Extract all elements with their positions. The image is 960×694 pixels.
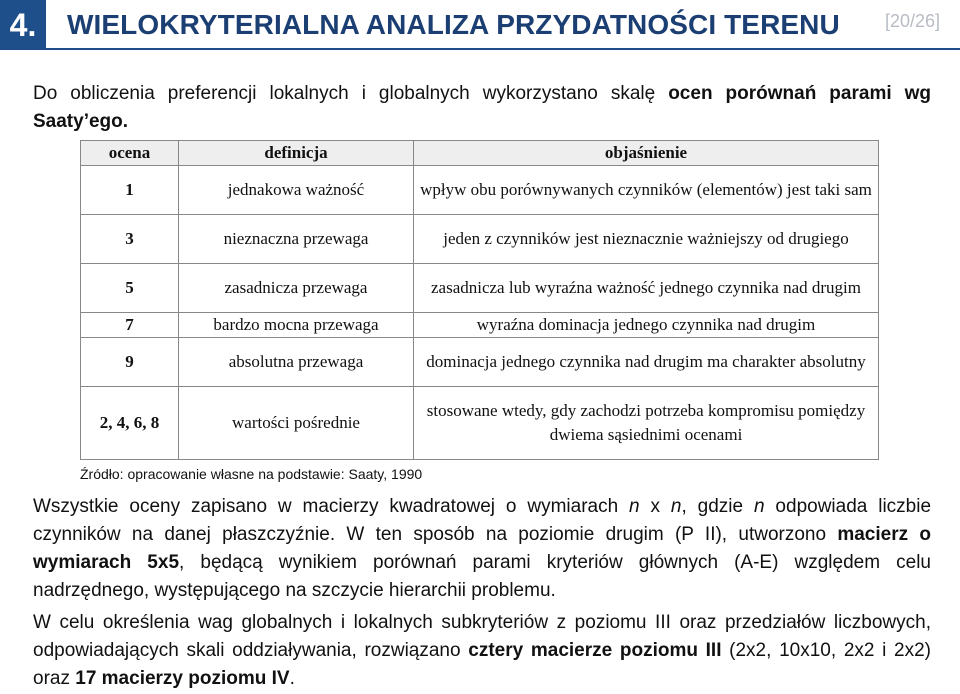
body-paragraph-1 (33, 493, 931, 605)
body1-text: , będącą wynikiem porównań parami kryteriów głównych (A-E) względem celu nadrzędnego, występującego na szczycie hierarchii problemu. (33, 552, 931, 601)
row-explanation: stosowane wtedy, gdy zachodzi potrzeba kompromisu pomiędzy dwiema sąsiednimi ocenami (414, 387, 879, 460)
body2-bold: 17 macierzy poziomu IV (75, 668, 290, 689)
body1-text: odpowiada liczbie czynników na danej płaszczyźnie. W ten sposób na poziomie drugim (P II), utworzono (33, 496, 932, 545)
body2-text: (2x2, 10x10, 2x2 i 2x2) oraz (33, 640, 931, 689)
table-source-note: Źródło: opracowanie własne na podstawie: Saaty, 1990 (80, 466, 423, 482)
row-definition: zasadnicza przewaga (179, 264, 414, 313)
row-score: 5 (81, 264, 179, 313)
row-definition: wartości pośrednie (179, 387, 414, 460)
table-row (81, 215, 879, 264)
row-explanation: zasadnicza lub wyraźna ważność jednego czynnika nad drugim (414, 264, 879, 313)
page-counter: [20/26] (884, 11, 940, 31)
row-explanation: wpływ obu porównywanych czynników (elementów) jest taki sam (414, 166, 879, 215)
row-definition: nieznaczna przewaga (179, 215, 414, 264)
body1-text: Wszystkie oceny zapisano w macierzy kwadratowej o wymiarach (33, 496, 630, 517)
intro-bold: ocen porównań parami wg Saaty’ego. (33, 83, 931, 132)
table-row (81, 313, 879, 338)
row-score: 1 (81, 166, 179, 215)
row-score: 2, 4, 6, 8 (81, 387, 179, 460)
row-score: 7 (81, 313, 179, 338)
row-definition: jednakowa ważność (179, 166, 414, 215)
body2-bold: cztery macierze poziomu III (468, 640, 722, 661)
body1-var-n: n (629, 496, 640, 517)
header-divider (46, 48, 960, 50)
intro-text: Do obliczenia preferencji lokalnych i globalnych wykorzystano skalę (33, 83, 669, 104)
slide-title: WIELOKRYTERIALNA ANALIZA PRZYDATNOŚCI TERENU (67, 9, 840, 40)
intro-paragraph (33, 80, 931, 136)
row-explanation: jeden z czynników jest nieznacznie ważniejszy od drugiego (414, 215, 879, 264)
body2-text: W celu określenia wag globalnych i lokalnych subkryteriów z poziomu III oraz przedziałów liczbowych, odpowiadających skali oddziaływania, rozwiązano (33, 612, 931, 661)
row-explanation: dominacja jednego czynnika nad drugim ma charakter absolutny (414, 338, 879, 387)
row-score: 9 (81, 338, 179, 387)
body2-text: . (289, 668, 295, 689)
header-definition: definicja (179, 141, 414, 166)
slide-number: 4. (0, 0, 46, 50)
body1-text: x (639, 496, 671, 517)
header-explanation: objaśnienie (414, 141, 879, 166)
body-paragraph-2 (33, 609, 931, 693)
body1-var-n: n (753, 496, 765, 517)
header-score: ocena (81, 141, 179, 166)
row-score: 3 (81, 215, 179, 264)
body1-bold: macierz o wymiarach 5x5 (33, 524, 931, 573)
row-explanation: wyraźna dominacja jednego czynnika nad drugim (414, 313, 879, 338)
table-row (81, 387, 879, 460)
row-definition: absolutna przewaga (179, 338, 414, 387)
table-row (81, 264, 879, 313)
table-header-row (81, 141, 879, 166)
row-definition: bardzo mocna przewaga (179, 313, 414, 338)
body1-text: , gdzie (681, 496, 754, 517)
body1-var-n: n (670, 496, 682, 517)
slide-header (0, 0, 960, 50)
saaty-scale-table (80, 140, 879, 460)
table-row (81, 166, 879, 215)
table-row (81, 338, 879, 387)
